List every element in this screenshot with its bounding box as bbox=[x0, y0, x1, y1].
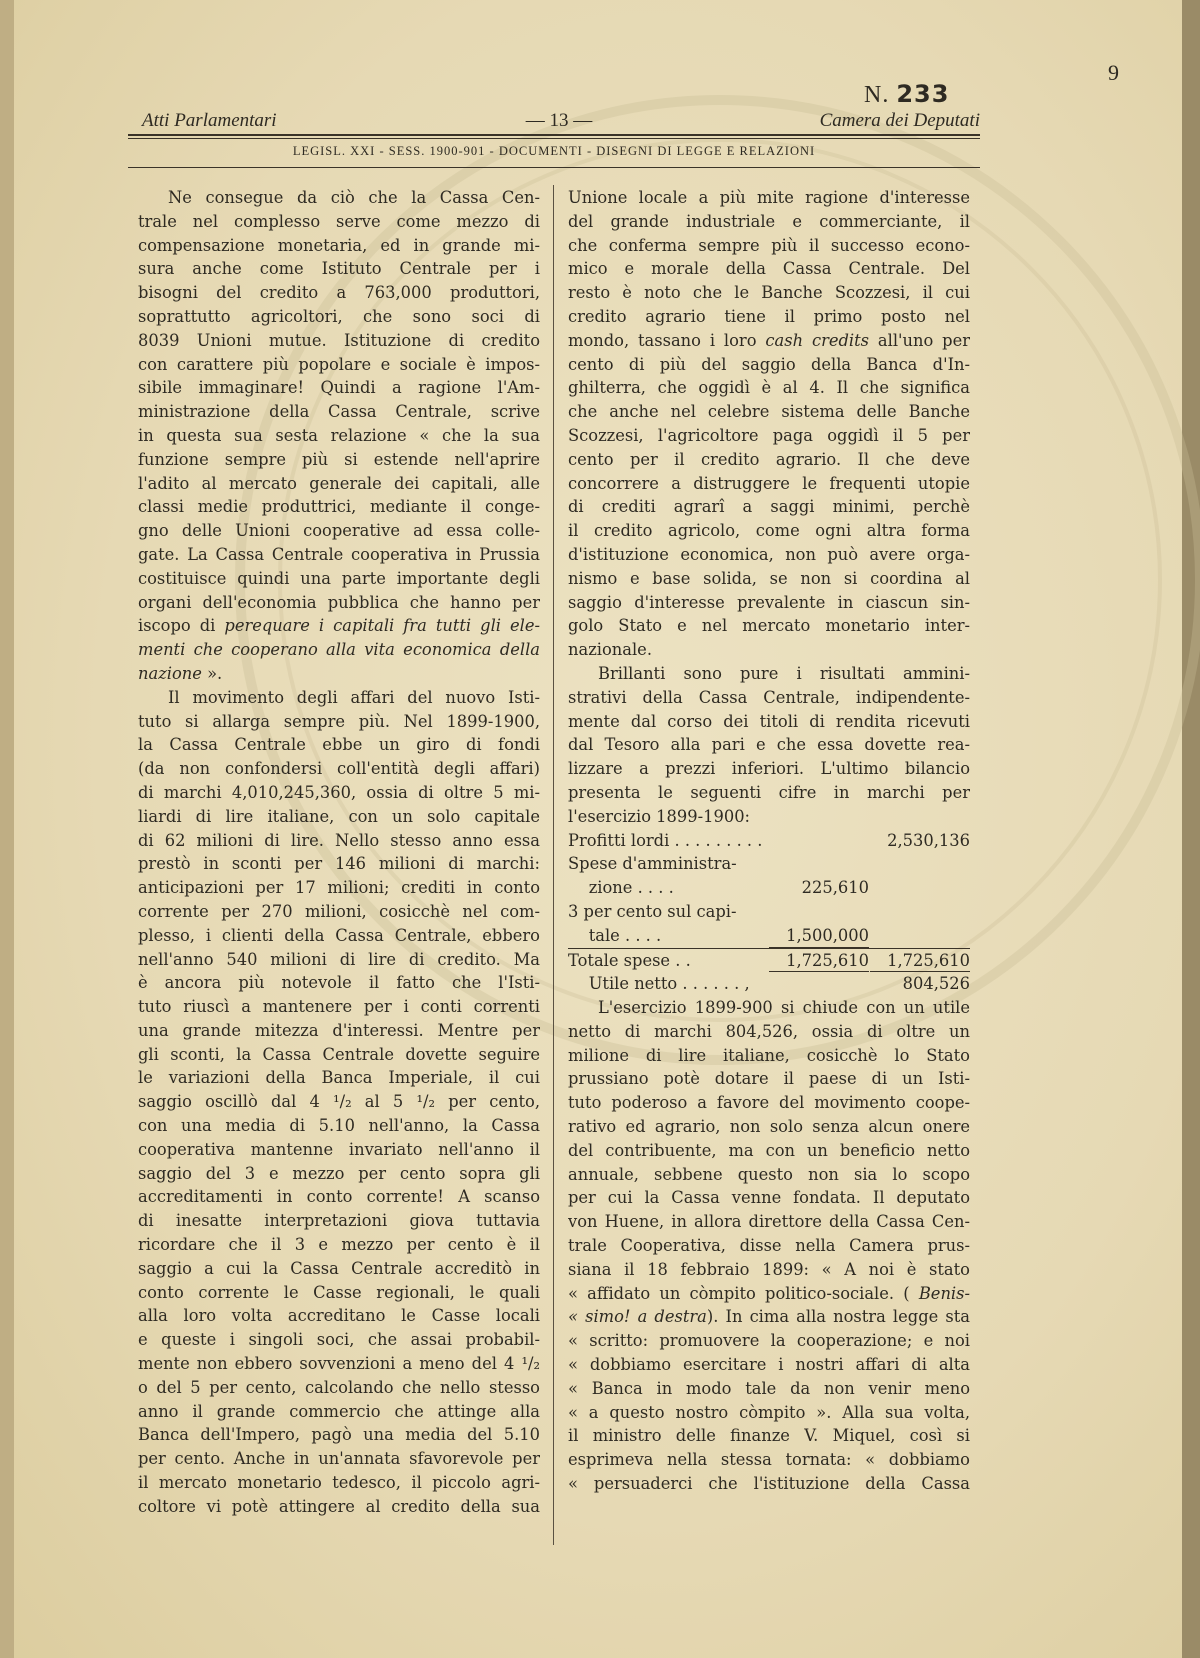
text-line bbox=[138, 1257, 540, 1281]
text-run: annuale, sebbene questo non sia lo scopo bbox=[568, 1164, 970, 1184]
italic-run: « simo! a destra bbox=[568, 1307, 707, 1327]
text-line bbox=[138, 852, 540, 876]
text-run: esprimeva nella stessa tornata: « dobbiamo bbox=[568, 1450, 970, 1470]
text-run: organi dell'economia pubblica che hanno per bbox=[138, 592, 540, 612]
table-row bbox=[568, 900, 970, 924]
text-run: sura anche come Istituto Centrale per i bbox=[138, 259, 540, 279]
text-run: netto di marchi 804,526, ossia di oltre un bbox=[568, 1021, 970, 1041]
text-run: in questa sua sesta relazione « che la sua bbox=[138, 425, 540, 445]
table-label: Spese d'amministra- bbox=[568, 854, 737, 874]
text-line bbox=[138, 353, 540, 377]
text-line bbox=[138, 1281, 540, 1305]
financial-table bbox=[568, 829, 970, 997]
text-line bbox=[568, 543, 970, 567]
text-line bbox=[568, 662, 970, 686]
table-total bbox=[870, 900, 970, 924]
text-line bbox=[138, 1114, 540, 1138]
text-run: siana il 18 febbraio 1899: « A noi è stato bbox=[568, 1259, 970, 1279]
text-run: bisogni del credito a 763,000 produttori, bbox=[138, 283, 540, 303]
text-run: mente non ebbero sovvenzioni a meno del 4 ¹/₂ bbox=[138, 1354, 540, 1374]
text-run: una grande mitezza d'interessi. Mentre per bbox=[138, 1020, 540, 1040]
table-subtotal bbox=[769, 852, 869, 876]
text-run: con carattere più popolare e sociale è impos- bbox=[138, 354, 540, 374]
corner-page-number: 9 bbox=[1108, 60, 1119, 85]
text-line bbox=[568, 1115, 970, 1139]
text-run: corrente per 270 milioni, cosicchè nel com- bbox=[138, 901, 540, 921]
table-label: Totale spese . . bbox=[568, 950, 691, 970]
table-total bbox=[870, 852, 970, 876]
table-total bbox=[870, 876, 970, 900]
text-line bbox=[568, 424, 970, 448]
text-line bbox=[568, 329, 970, 353]
text-line bbox=[568, 376, 970, 400]
text-run: saggio a cui la Cassa Centrale accreditò in bbox=[138, 1258, 540, 1278]
text-run: tuto si allarga sempre più. Nel 1899-1900, bbox=[138, 711, 540, 731]
text-line bbox=[568, 614, 970, 638]
text-run: nismo e base solida, se non si coordina al bbox=[568, 568, 970, 588]
text-line bbox=[138, 1423, 540, 1447]
text-line bbox=[138, 805, 540, 829]
text-run: accreditamenti in conto corrente! A scanso bbox=[138, 1187, 540, 1207]
text-run: le variazioni della Banca Imperiale, il cui bbox=[138, 1068, 540, 1088]
text-line bbox=[138, 710, 540, 734]
text-line bbox=[138, 257, 540, 281]
header-page-number: — 13 — bbox=[525, 110, 593, 131]
text-run: von Huene, in allora direttore della Cassa Cen- bbox=[568, 1212, 970, 1232]
text-line bbox=[138, 376, 540, 400]
table-subtotal bbox=[769, 972, 869, 996]
text-line bbox=[138, 1400, 540, 1424]
text-line bbox=[568, 1377, 970, 1401]
document-number-prefix: N. bbox=[864, 82, 890, 108]
text-run: l'adito al mercato generale dei capitali, alle bbox=[138, 473, 540, 493]
text-line bbox=[568, 638, 970, 662]
text-run: nazionale. bbox=[568, 640, 652, 660]
text-run: Scozzesi, l'agricoltore paga oggidì il 5 per bbox=[568, 425, 970, 445]
table-subtotal bbox=[769, 829, 869, 853]
table-row bbox=[568, 876, 970, 900]
italic-run: Benis- bbox=[918, 1283, 970, 1303]
text-run: « dobbiamo esercitare i nostri affari di alta bbox=[568, 1355, 970, 1375]
table-total: 1,725,610 bbox=[870, 949, 970, 973]
text-line bbox=[138, 495, 540, 519]
text-line bbox=[138, 1019, 540, 1043]
text-run: ministrazione della Cassa Centrale, scrive bbox=[138, 402, 540, 422]
text-run: tuto poderoso a favore del movimento coope- bbox=[568, 1093, 970, 1113]
text-run: il credito agricolo, come ogni altra forma bbox=[568, 521, 970, 541]
table-row bbox=[568, 972, 970, 996]
text-line bbox=[138, 1376, 540, 1400]
text-line bbox=[568, 1067, 970, 1091]
text-line bbox=[138, 1162, 540, 1186]
text-run: che anche nel celebre sistema delle Banche bbox=[568, 402, 970, 422]
italic-run: cash credits bbox=[765, 330, 870, 350]
text-line bbox=[568, 1329, 970, 1353]
text-run: ricordare che il 3 e mezzo per cento è il bbox=[138, 1235, 540, 1255]
text-line bbox=[568, 1448, 970, 1472]
text-line bbox=[568, 1186, 970, 1210]
text-line bbox=[568, 1353, 970, 1377]
text-line bbox=[568, 1020, 970, 1044]
text-line bbox=[138, 948, 540, 972]
text-line bbox=[568, 305, 970, 329]
document-number bbox=[864, 80, 949, 109]
text-line bbox=[568, 353, 970, 377]
right-column-top bbox=[568, 186, 970, 829]
text-line bbox=[138, 638, 540, 662]
text-line bbox=[138, 1328, 540, 1352]
text-run: strativi della Cassa Centrale, indipendente- bbox=[568, 687, 970, 707]
text-line bbox=[138, 591, 540, 615]
header-rule-thick bbox=[128, 134, 980, 136]
text-run: che conferma sempre più il successo econo- bbox=[568, 235, 970, 255]
text-run: (da non confondersi coll'entità degli affari) bbox=[138, 759, 540, 779]
text-run: nell'anno 540 milioni di lire di credito. Ma bbox=[138, 949, 540, 969]
text-run: il mercato monetario tedesco, il piccolo agri- bbox=[138, 1473, 540, 1493]
text-run: cento per il credito agrario. Il che deve bbox=[568, 449, 970, 469]
text-line bbox=[568, 733, 970, 757]
text-line bbox=[138, 757, 540, 781]
italic-run: menti che cooperano alla vita economica della bbox=[138, 640, 540, 660]
text-run: Il movimento degli affari del nuovo Isti- bbox=[168, 687, 540, 707]
text-run: resto è noto che le Banche Scozzesi, il cui bbox=[568, 283, 970, 303]
table-row bbox=[568, 829, 970, 853]
document-number-value: 233 bbox=[896, 80, 950, 108]
text-line bbox=[138, 210, 540, 234]
text-run: « persuaderci che l'istituzione della Cassa bbox=[568, 1474, 970, 1494]
text-run: anno il grande commercio che attinge alla bbox=[138, 1401, 540, 1421]
text-line bbox=[138, 567, 540, 591]
column-divider bbox=[553, 185, 554, 1545]
text-line bbox=[568, 591, 970, 615]
text-line bbox=[568, 1210, 970, 1234]
text-run: cento di più del saggio della Banca d'In- bbox=[568, 354, 970, 374]
text-run: la Cassa Centrale ebbe un giro di fondi bbox=[138, 735, 540, 755]
text-line bbox=[138, 1043, 540, 1067]
table-row bbox=[568, 852, 970, 876]
text-run: classi medie produttrici, mediante il conge- bbox=[138, 497, 540, 517]
text-line bbox=[568, 1163, 970, 1187]
text-run: dal Tesoro alla pari e che essa dovette rea- bbox=[568, 735, 970, 755]
text-line bbox=[568, 257, 970, 281]
text-run: di marchi 4,010,245,360, ossia di oltre 5 mi- bbox=[138, 782, 540, 802]
text-line bbox=[138, 448, 540, 472]
text-line bbox=[568, 519, 970, 543]
text-run: del contribuente, ma con un beneficio netto bbox=[568, 1140, 970, 1160]
text-line bbox=[138, 329, 540, 353]
text-line bbox=[568, 495, 970, 519]
text-run: gate. La Cassa Centrale cooperativa in Prussia bbox=[138, 544, 540, 564]
text-run: soprattutto agricoltori, che sono soci di bbox=[138, 306, 540, 326]
table-label: Utile netto . . . . . . , bbox=[568, 974, 750, 994]
table-row bbox=[568, 924, 970, 948]
text-line bbox=[138, 1209, 540, 1233]
header-right: Camera dei Deputati bbox=[819, 110, 980, 131]
text-line bbox=[138, 424, 540, 448]
table-subtotal: 1,500,000 bbox=[769, 924, 869, 948]
text-line bbox=[138, 829, 540, 853]
text-run: credito agrario tiene il primo posto nel bbox=[568, 306, 970, 326]
text-line bbox=[138, 1304, 540, 1328]
text-run: « affidato un còmpito politico-sociale. ( bbox=[568, 1283, 910, 1303]
text-run: del grande industriale e commerciante, il bbox=[568, 211, 970, 231]
text-run: plesso, i clienti della Cassa Centrale, ebbero bbox=[138, 925, 540, 945]
text-line bbox=[138, 1447, 540, 1471]
text-line bbox=[138, 733, 540, 757]
text-line bbox=[138, 662, 540, 686]
table-label: tale . . . . bbox=[568, 925, 662, 945]
text-run: 8039 Unioni mutue. Istituzione di credito bbox=[138, 330, 540, 350]
text-line bbox=[568, 710, 970, 734]
table-label: Profitti lordi . . . . . . . . . bbox=[568, 830, 763, 850]
text-run: il ministro delle finanze V. Miquel, così si bbox=[568, 1426, 970, 1446]
text-run: lizzare a prezzi inferiori. L'ultimo bilancio bbox=[568, 759, 970, 779]
text-run: mondo, tassano i loro bbox=[568, 330, 757, 350]
text-line bbox=[138, 186, 540, 210]
text-line bbox=[138, 400, 540, 424]
text-line bbox=[138, 234, 540, 258]
text-run: gli sconti, la Cassa Centrale dovette seguire bbox=[138, 1044, 540, 1064]
text-line bbox=[138, 305, 540, 329]
text-run: per cento. Anche in un'annata sfavorevole per bbox=[138, 1449, 540, 1469]
text-line bbox=[568, 234, 970, 258]
text-run: è ancora più notevole il fatto che l'Isti- bbox=[138, 973, 540, 993]
text-line bbox=[138, 900, 540, 924]
text-line bbox=[138, 281, 540, 305]
text-line bbox=[568, 186, 970, 210]
text-run: di crediti agrarî a saggi minimi, perchè bbox=[568, 497, 970, 517]
text-line bbox=[138, 472, 540, 496]
text-run: per cui la Cassa venne fondata. Il deputato bbox=[568, 1188, 970, 1208]
text-line bbox=[568, 1424, 970, 1448]
text-run: milione di lire italiane, cosicchè lo Stato bbox=[568, 1045, 970, 1065]
text-line bbox=[568, 996, 970, 1020]
right-column bbox=[568, 186, 970, 1496]
italic-run: nazione bbox=[138, 663, 202, 683]
text-run: ghilterra, che oggidì è al 4. Il che significa bbox=[568, 378, 970, 398]
text-run: « scritto: promuovere la cooperazione; e noi bbox=[568, 1331, 970, 1351]
text-run: funzione sempre più si estende nell'aprire bbox=[138, 449, 540, 469]
text-run: o del 5 per cento, calcolando che nello stesso bbox=[138, 1377, 540, 1397]
text-run: di inesatte interpretazioni giova tuttavia bbox=[138, 1211, 540, 1231]
table-label: 3 per cento sul capi- bbox=[568, 901, 737, 921]
text-run: ). In cima alla nostra legge sta bbox=[706, 1307, 970, 1327]
text-run: golo Stato e nel mercato monetario inter- bbox=[568, 616, 970, 636]
text-line bbox=[568, 805, 970, 829]
text-run: tuto riuscì a mantenere per i conti correnti bbox=[138, 997, 540, 1017]
text-run: Banca dell'Impero, pagò una media del 5.10 bbox=[138, 1425, 540, 1445]
text-run: l'esercizio 1899-1900: bbox=[568, 806, 751, 826]
header-rule-thin bbox=[128, 138, 980, 139]
text-line bbox=[138, 781, 540, 805]
text-run: concorrere a distruggere le frequenti utopie bbox=[568, 473, 970, 493]
text-line bbox=[138, 1233, 540, 1257]
text-line bbox=[138, 1185, 540, 1209]
text-run: sibile immaginare! Quindi a ragione l'Am- bbox=[138, 378, 540, 398]
text-line bbox=[568, 781, 970, 805]
text-run: Ne consegue da ciò che la Cassa Cen- bbox=[168, 188, 540, 207]
text-line bbox=[568, 1139, 970, 1163]
table-label: zione . . . . bbox=[568, 878, 674, 898]
text-run: ». bbox=[201, 663, 223, 683]
text-line bbox=[568, 567, 970, 591]
left-column bbox=[138, 186, 540, 1519]
text-line bbox=[138, 1471, 540, 1495]
text-run: rativo ed agrario, non solo senza alcun onere bbox=[568, 1117, 970, 1137]
text-line bbox=[138, 1090, 540, 1114]
text-run: iscopo di bbox=[138, 616, 216, 636]
text-run: « a questo nostro còmpito ». Alla sua volta, bbox=[568, 1402, 970, 1422]
text-line bbox=[568, 210, 970, 234]
running-header bbox=[138, 110, 980, 134]
table-total: 804,526 bbox=[902, 974, 970, 994]
text-run: anticipazioni per 17 milioni; crediti in conto bbox=[138, 878, 540, 898]
text-run: d'istituzione economica, non può avere orga- bbox=[568, 544, 970, 564]
table-total bbox=[870, 924, 970, 948]
text-line bbox=[138, 1138, 540, 1162]
text-run: e queste i singoli soci, che assai probabil- bbox=[138, 1330, 540, 1350]
text-run: coltore vi potè attingere al credito della sua bbox=[138, 1496, 540, 1516]
text-run: prussiano potè dotare il paese di un Isti- bbox=[568, 1069, 970, 1089]
text-line bbox=[138, 876, 540, 900]
table-subtotal: 225,610 bbox=[801, 878, 869, 898]
text-run: « Banca in modo tale da non venir meno bbox=[568, 1378, 970, 1398]
text-run: trale Cooperativa, disse nella Camera prus- bbox=[568, 1236, 970, 1256]
table-row bbox=[568, 948, 970, 973]
text-line bbox=[568, 281, 970, 305]
sub-header: LEGISL. XXI - SESS. 1900-901 - DOCUMENTI - DISEGNI DI LEGGE E RELAZIONI bbox=[292, 144, 816, 158]
text-run: compensazione monetaria, ed in grande mi- bbox=[138, 235, 540, 255]
text-line bbox=[138, 924, 540, 948]
text-line bbox=[568, 1044, 970, 1068]
text-run: mente dal corso dei titoli di rendita ricevuti bbox=[568, 711, 970, 731]
text-line bbox=[568, 400, 970, 424]
text-run: di 62 milioni di lire. Nello stesso anno essa bbox=[138, 830, 540, 850]
text-run: saggio d'interesse prevalente in ciascun sin- bbox=[568, 592, 970, 612]
text-line bbox=[568, 1305, 970, 1329]
table-total: 2,530,136 bbox=[887, 830, 970, 850]
text-line bbox=[138, 971, 540, 995]
text-run: mico e morale della Cassa Centrale. Del bbox=[568, 259, 970, 279]
table-subtotal: 1,725,610 bbox=[769, 949, 869, 973]
table-subtotal bbox=[769, 900, 869, 924]
text-line bbox=[568, 448, 970, 472]
text-run: liardi di lire italiane, con un solo capitale bbox=[138, 806, 540, 826]
text-line bbox=[568, 1258, 970, 1282]
text-run: presenta le seguenti cifre in marchi per bbox=[568, 782, 970, 802]
text-line bbox=[138, 995, 540, 1019]
sub-header-rule bbox=[128, 167, 980, 168]
text-run: costituisce quindi una parte importante degli bbox=[138, 568, 540, 588]
text-line bbox=[568, 1091, 970, 1115]
text-run: con una media di 5.10 nell'anno, la Cassa bbox=[138, 1116, 540, 1136]
italic-run: perequare i capitali fra tutti gli ele- bbox=[224, 616, 540, 636]
text-line bbox=[138, 614, 540, 638]
text-run: Unione locale a più mite ragione d'interesse bbox=[568, 188, 970, 207]
text-line bbox=[138, 1066, 540, 1090]
text-line bbox=[138, 1495, 540, 1519]
page-left-edge bbox=[0, 0, 14, 1658]
text-line bbox=[568, 1472, 970, 1496]
text-run: alla loro volta accreditano le Casse locali bbox=[138, 1306, 540, 1326]
text-run: Brillanti sono pure i risultati ammini- bbox=[598, 663, 970, 683]
text-run: saggio oscillò dal 4 ¹/₂ al 5 ¹/₂ per cento, bbox=[138, 1092, 540, 1112]
text-line bbox=[568, 686, 970, 710]
right-column-bottom bbox=[568, 996, 970, 1496]
text-run: conto corrente le Casse regionali, le quali bbox=[138, 1282, 540, 1302]
page-right-edge bbox=[1182, 0, 1200, 1658]
text-line bbox=[138, 519, 540, 543]
text-run: gno delle Unioni cooperative ad essa colle- bbox=[138, 521, 540, 541]
text-line bbox=[138, 1352, 540, 1376]
text-run: all'uno per bbox=[869, 330, 970, 350]
header-left: Atti Parlamentari bbox=[142, 110, 277, 131]
text-run: L'esercizio 1899-900 si chiude con un utile bbox=[598, 998, 970, 1018]
text-line bbox=[568, 1234, 970, 1258]
text-run: prestò in sconti per 146 milioni di marchi: bbox=[138, 854, 540, 874]
text-line bbox=[568, 472, 970, 496]
text-run: saggio del 3 e mezzo per cento sopra gli bbox=[138, 1163, 540, 1183]
text-line bbox=[568, 1401, 970, 1425]
text-run: trale nel complesso serve come mezzo di bbox=[138, 211, 540, 231]
text-line bbox=[568, 757, 970, 781]
text-line bbox=[138, 543, 540, 567]
text-line bbox=[138, 686, 540, 710]
text-line bbox=[568, 1282, 970, 1306]
text-run: cooperativa mantenne invariato nell'anno il bbox=[138, 1139, 540, 1159]
